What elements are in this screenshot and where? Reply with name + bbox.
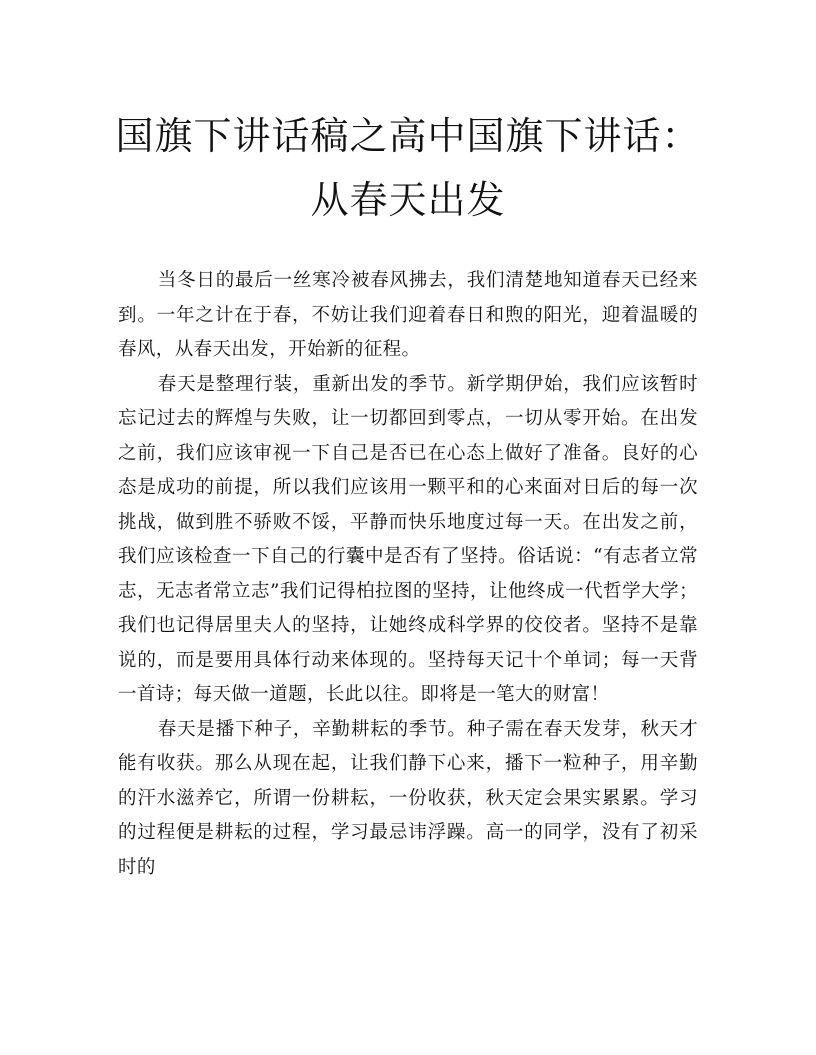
paragraph-2: 春天是整理行装，重新出发的季节。新学期伊始，我们应该暂时忘记过去的辉煌与失败，让一切都回到零点，一切从零开始。在出发之前，我们应该审视一下自己是否已在心态上做好了准备。良好的心态是成功的前提，所以我们应该用一颗平和的心来面对日后的每一次挑战，做到胜不骄败不馁，平静而快乐地度过每一天。在出发之前，我们应该检查一下自己的行囊中是否有了坚持。俗话说：“有志者立常志，无志者常立志”我们记得柏拉图的坚持，让他终成一代哲学大学；我们也记得居里夫人的坚持，让她终成科学界的佼佼者。坚持不是靠说的，而是要用具体行动来体现的。坚持每天记十个单词；每一天背一首诗；每天做一道题，长此以往。即将是一笔大的财富！ [118, 373, 698, 705]
paragraph-3: 春天是播下种子，辛勤耕耘的季节。种子需在春天发芽，秋天才能有收获。那么从现在起，让我们静下心来，播下一粒种子，用辛勤的汗水滋养它，所谓一份耕耘，一份收获，秋天定会果实累累。学习的过程便是耕耘的过程，学习最忌讳浮躁。高一的同学，没有了初采时的 [118, 718, 698, 878]
document-title: 国旗下讲话稿之高中国旗下讲话：从春天出发 [115, 114, 701, 222]
paragraph-1: 当冬日的最后一丝寒冷被春风拂去，我们清楚地知道春天已经来到。一年之计在于春，不妨让我们迎着春日和煦的阳光，迎着温暖的春风，从春天出发，开始新的征程。 [118, 270, 698, 360]
document-body [118, 264, 698, 885]
